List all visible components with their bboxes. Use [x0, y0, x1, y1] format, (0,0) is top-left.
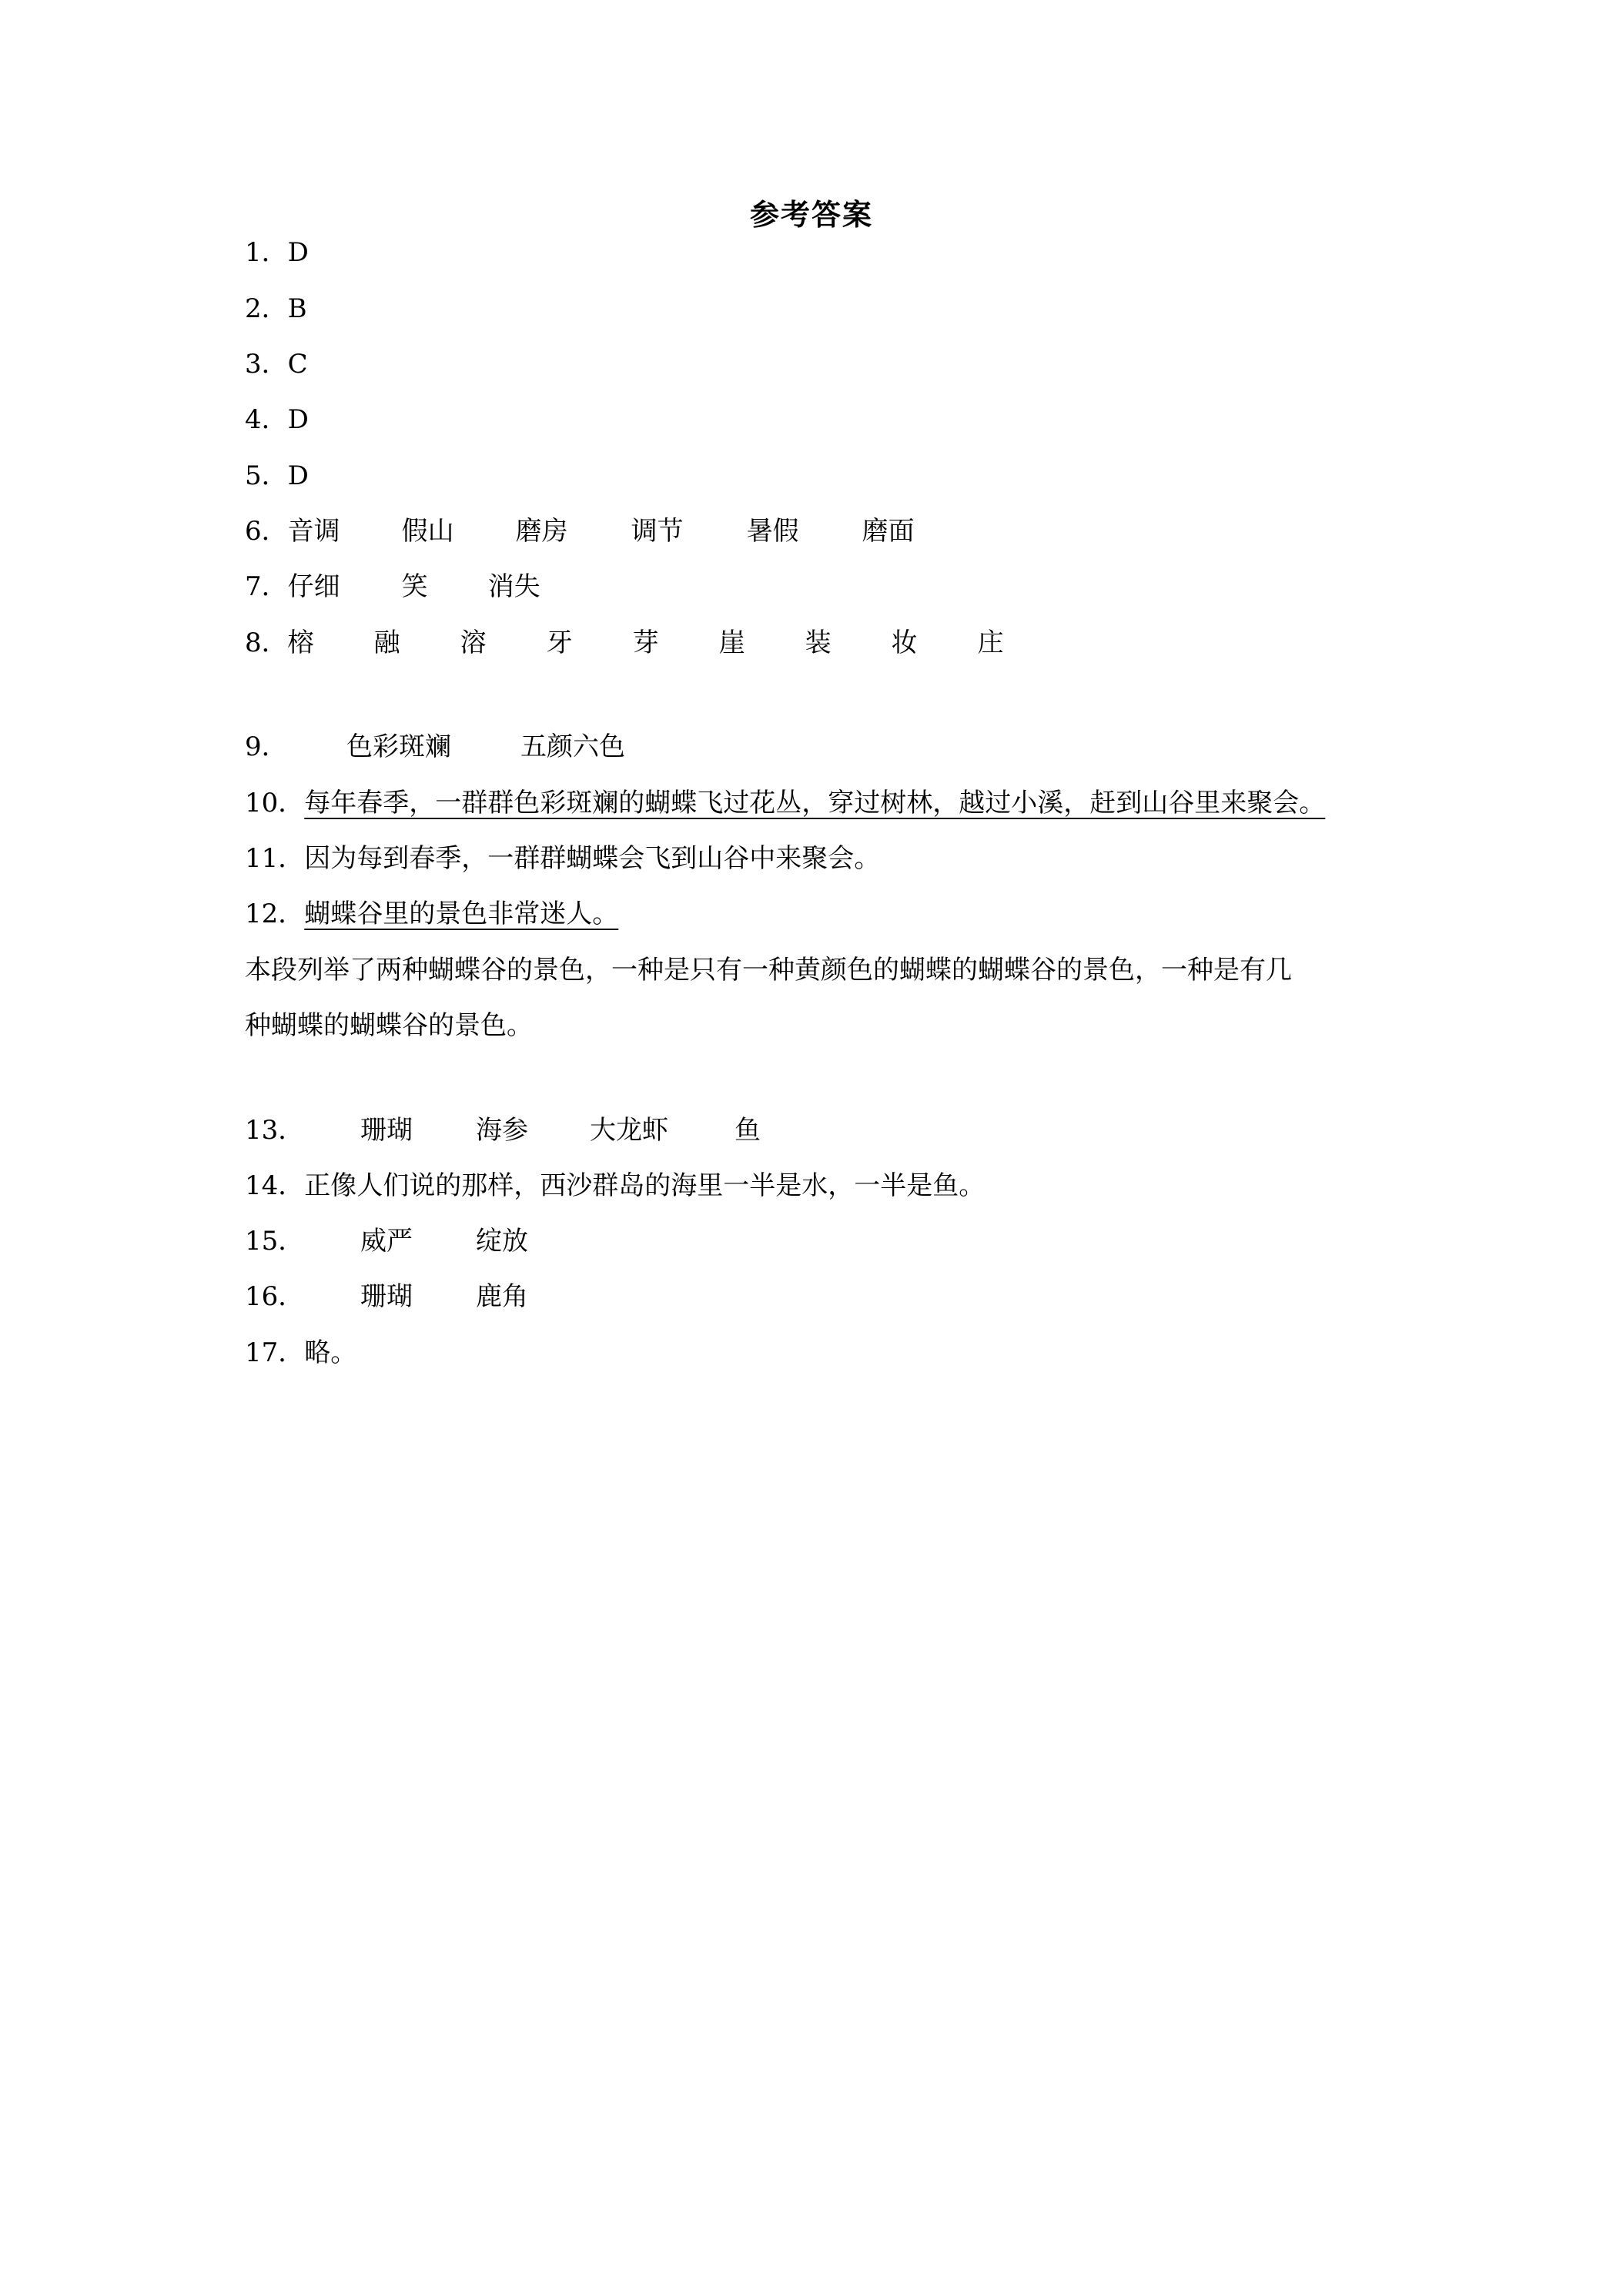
answer-3: [245, 347, 308, 381]
answer-number: 12．: [245, 899, 305, 929]
answer-word: 溶: [460, 628, 487, 658]
answer-number: 2．: [245, 293, 288, 324]
answer-text: C: [287, 349, 308, 380]
answer-9: [245, 730, 625, 764]
answer-text: D: [287, 460, 309, 491]
answer-8: [245, 626, 1004, 660]
answer-number: 11．: [245, 843, 305, 874]
answer-word: 假山: [401, 516, 454, 547]
answer-number: 13．: [245, 1115, 305, 1146]
answer-word: 五颜六色: [520, 731, 625, 762]
answer-word: 榕: [287, 628, 314, 658]
answer-word: 磨面: [862, 516, 915, 547]
answer-word: 鹿角: [476, 1281, 528, 1312]
answer-word: 音调: [287, 516, 340, 547]
answer-6: [245, 514, 915, 548]
answer-word: 珊瑚: [360, 1115, 413, 1146]
answer-word: 暑假: [746, 516, 799, 547]
answer-word: 珊瑚: [360, 1281, 413, 1312]
answer-14: [245, 1169, 985, 1203]
underlined-sentence: 每年春季，一群群色彩斑斓的蝴蝶飞过花丛，穿过树林，越过小溪，赶到山谷里来聚会。: [304, 788, 1326, 818]
answer-word: 融: [373, 628, 400, 658]
answer-11: [245, 842, 880, 875]
answer-number: 15．: [245, 1226, 305, 1257]
answer-word: 海参: [476, 1115, 528, 1146]
answer-word: 大龙虾: [590, 1115, 668, 1146]
answer-2: [245, 292, 307, 326]
answer-17: [245, 1336, 356, 1370]
answer-word: 牙: [546, 628, 573, 658]
answer-number: 1．: [245, 237, 288, 268]
answer-word: 装: [805, 628, 832, 658]
answer-word: 妆: [891, 628, 918, 658]
answer-text: 略。: [304, 1337, 357, 1368]
answer-number: 6．: [245, 516, 288, 547]
answer-13: [245, 1113, 761, 1147]
answer-number: 17．: [245, 1337, 305, 1368]
answer-word: 磨房: [515, 516, 568, 547]
paragraph-text: 本段列举了两种蝴蝶谷的景色，一种是只有一种黄颜色的蝴蝶的蝴蝶谷的景色，一种是有几: [245, 955, 1292, 986]
answer-4: [245, 403, 309, 437]
answer-number: 3．: [245, 349, 288, 380]
answer-16: [245, 1280, 528, 1314]
answer-word: 色彩斑斓: [346, 731, 451, 762]
answer-10: [245, 786, 1325, 820]
answer-text: D: [287, 404, 309, 435]
answer-12: [245, 897, 618, 931]
answer-number: 16．: [245, 1281, 305, 1312]
paragraph-text: 种蝴蝶的蝴蝶谷的景色。: [245, 1010, 533, 1041]
answer-number: 8．: [245, 628, 288, 658]
answer-word: 调节: [631, 516, 684, 547]
answer-word: 笑: [401, 571, 428, 602]
answer-word: 威严: [360, 1226, 413, 1257]
answer-number: 5．: [245, 460, 288, 491]
answer-word: 消失: [487, 571, 540, 602]
answer-word: 庄: [977, 628, 1004, 658]
answer-word: 绽放: [476, 1226, 528, 1257]
answer-word: 仔细: [287, 571, 340, 602]
answer-text: D: [287, 237, 309, 268]
answer-1: [245, 236, 309, 269]
answer-number: 14．: [245, 1170, 305, 1201]
answer-12-paragraph-line-1: [245, 953, 1292, 987]
answer-5: [245, 459, 309, 493]
answer-word: 鱼: [735, 1115, 761, 1146]
answer-text: 正像人们说的那样，西沙群岛的海里一半是水，一半是鱼。: [304, 1170, 986, 1201]
answer-word: 芽: [632, 628, 659, 658]
answer-12-paragraph-line-2: [245, 1009, 533, 1043]
answer-number: 7．: [245, 571, 288, 602]
answer-text: B: [287, 293, 307, 324]
answer-number: 9．: [245, 731, 288, 762]
answer-text: 因为每到春季，一群群蝴蝶会飞到山谷中来聚会。: [304, 843, 881, 874]
answer-7: [245, 570, 540, 604]
answer-number: 10．: [245, 788, 305, 818]
answer-15: [245, 1224, 528, 1258]
page-title: 参考答案: [749, 198, 873, 232]
answer-number: 4．: [245, 404, 288, 435]
answer-word: 崖: [718, 628, 745, 658]
underlined-sentence: 蝴蝶谷里的景色非常迷人。: [304, 899, 619, 929]
